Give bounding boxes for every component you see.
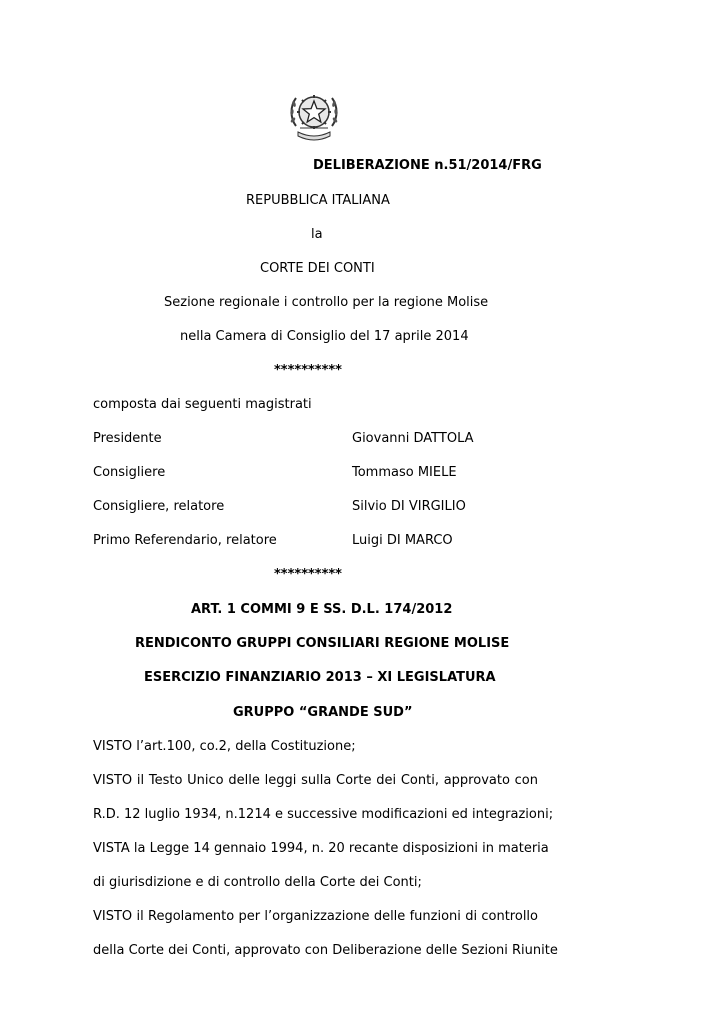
member-name: Giovanni DATTOLA: [352, 431, 474, 446]
subject-line: GRUPPO “GRANDE SUD”: [233, 705, 413, 720]
body-paragraph-line: di giurisdizione e di controllo della Corte dei Conti;: [93, 875, 422, 890]
court-heading: CORTE DEI CONTI: [260, 261, 375, 276]
article-la: la: [311, 227, 323, 242]
body-paragraph-line: R.D. 12 luglio 1934, n.1214 e successive modificazioni ed integrazioni;: [93, 807, 554, 822]
body-paragraph-line: VISTO il Testo Unico delle leggi sulla Corte dei Conti, approvato con: [93, 773, 538, 788]
subject-line: ART. 1 COMMI 9 E SS. D.L. 174/2012: [191, 602, 453, 617]
separator: **********: [274, 567, 342, 582]
member-role: Presidente: [93, 431, 162, 446]
section-heading: Sezione regionale i controllo per la regione Molise: [164, 295, 489, 310]
body-paragraph-line: VISTA la Legge 14 gennaio 1994, n. 20 recante disposizioni in materia: [93, 841, 549, 856]
member-role: Consigliere, relatore: [93, 499, 225, 514]
separator: **********: [274, 363, 342, 378]
session-line: nella Camera di Consiglio del 17 aprile 2014: [180, 329, 469, 344]
member-name: Tommaso MIELE: [352, 465, 457, 480]
member-role: Consigliere: [93, 465, 166, 480]
subject-line: RENDICONTO GRUPPI CONSILIARI REGIONE MOLISE: [135, 636, 510, 651]
italian-republic-emblem-icon: [286, 86, 342, 144]
republic-heading: REPUBBLICA ITALIANA: [246, 193, 390, 208]
member-name: Silvio DI VIRGILIO: [352, 499, 466, 514]
body-paragraph-line: della Corte dei Conti, approvato con Deliberazione delle Sezioni Riunite: [93, 943, 558, 958]
body-paragraph-line: VISTO l’art.100, co.2, della Costituzione;: [93, 739, 356, 754]
subject-line: ESERCIZIO FINANZIARIO 2013 – XI LEGISLATURA: [144, 670, 496, 685]
member-name: Luigi DI MARCO: [352, 533, 453, 548]
deliberation-number: DELIBERAZIONE n.51/2014/FRG: [313, 158, 542, 173]
body-paragraph-line: VISTO il Regolamento per l’organizzazione delle funzioni di controllo: [93, 909, 538, 924]
composition-intro: composta dai seguenti magistrati: [93, 397, 312, 412]
member-role: Primo Referendario, relatore: [93, 533, 277, 548]
